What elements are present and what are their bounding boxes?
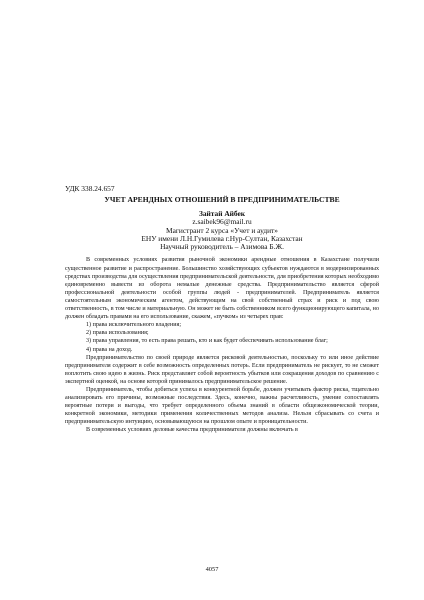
author-block bbox=[65, 210, 379, 251]
list-item-income: 4) права на доход. bbox=[86, 346, 133, 353]
paragraph-qualities: В современных условиях деловые качества предпринимателя должны включать в bbox=[86, 427, 298, 434]
author-affiliation: ЕНУ имени Л.Н.Гумилева г.Нур-Султан, Казахстан bbox=[141, 233, 303, 243]
article-title: УЧЕТ АРЕНДНЫХ ОТНОШЕНИЙ В ПРЕДПРИНИМАТЕЛЬСТВЕ bbox=[104, 195, 340, 204]
page-number: 4057 bbox=[205, 566, 219, 573]
author-position: Магистрант 2 курса «Учет и аудит» bbox=[166, 225, 278, 235]
author-supervisor: Научный руководитель – Азимова Б.Ж. bbox=[160, 242, 284, 252]
paragraph-risk: Предпринимательство по своей природе является рисковой деятельностью, поскольку то или иное действие предпринимателя содержит в себе возможность определенных потерь. Если предприниматель не рискует, то не сможет воплотить свою идею в жизнь. Риск представляет собой вероятность убытков или сокращения доходов по сравнению с экспертной оценкой, на основе которой принималось предпринимательское решение. bbox=[65, 354, 379, 385]
udc-code: УДК 338.24.657 bbox=[65, 184, 115, 193]
list-item-usage: 2) права использования; bbox=[86, 330, 149, 337]
paragraph-success: Предприниматель, чтобы добиться успеха в конкурентной борьбе, должен учитывать фактор риска, тщательно анализировать его причины, возможные последствия. Здесь, конечно, важны расчетливость, умение сопоставлять вероятные потери и выгоды, что требует определенного объема знаний в области общеэкономической теории, конкретной экономики, методики применения количественных методов анализа. Нельзя сбрасывать со счета и предпринимательскую интуицию, основывающуюся на прошлом опыте и проницательности. bbox=[65, 386, 379, 426]
article-body bbox=[65, 256, 379, 434]
paragraph-intro: В современных условиях развития рыночной экономики арендные отношения в Казахстане получили существенное развитие и распространение. Большинство хозяйствующих субъектов нуждаются в модернизированных средствах производства для осуществления предпринимательской деятельности, для приобретения которых необходимо единовременно вывести из оборота немалые денежные средства. Предпринимательство является сферой профессиональной деятельности особой группы людей - предпринимателей. Предприниматель является самостоятельным экономическим агентом, действующим на свой собственный страх и риск и под свою ответственность, в том числе и материальную. Он может не быть собственником всего функционирующего капитала, но должен обладать правами на его использование, скажем, «пучком» из четырех прав: bbox=[65, 257, 379, 321]
author-name: Зайтай Айбек bbox=[198, 209, 246, 218]
list-item-ownership: 1) права исключительного владения; bbox=[86, 322, 182, 329]
document-page bbox=[65, 184, 379, 435]
author-email[interactable]: z.saibek96@mail.ru bbox=[192, 217, 252, 227]
list-item-management: 3) права управления, то есть права решать, кто и как будет обеспечивать использование благ; bbox=[86, 338, 328, 345]
